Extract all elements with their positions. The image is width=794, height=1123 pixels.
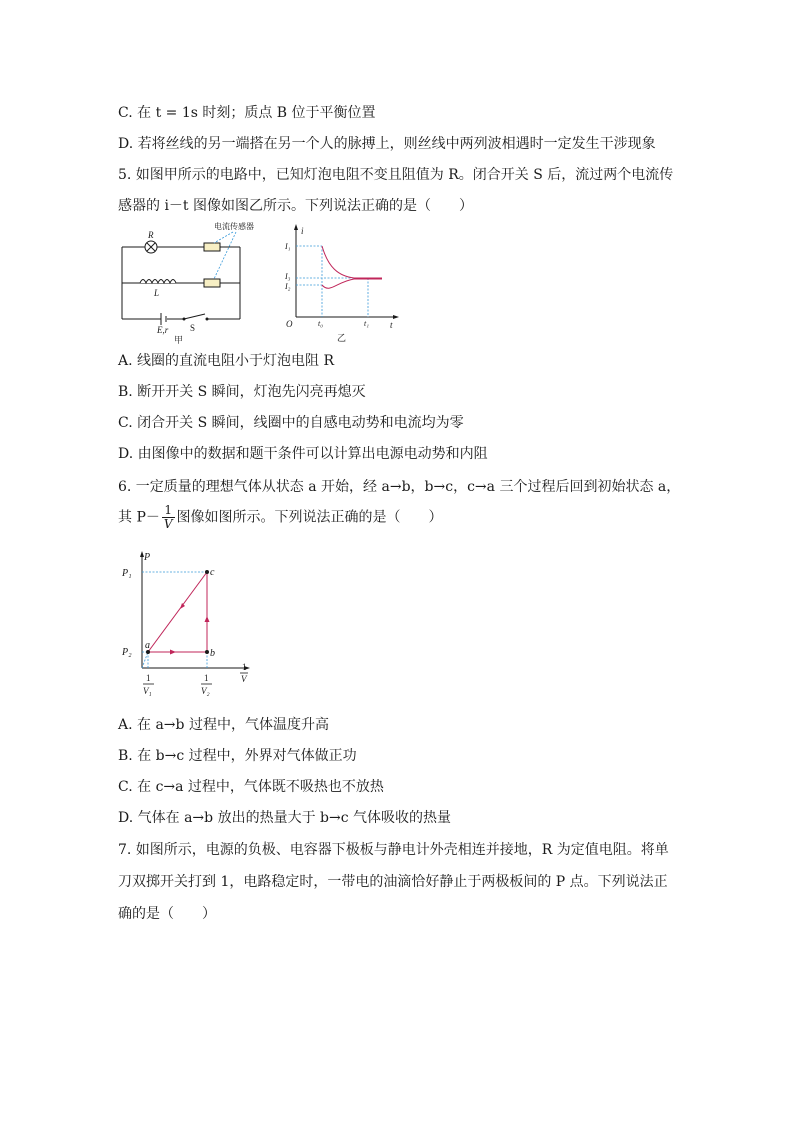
switch-label: S: [190, 323, 196, 333]
coil-symbol: [140, 280, 176, 284]
pv-axis-x-den: V: [241, 674, 247, 684]
q6-option-d: D. 气体在 a→b 放出的热量大于 b→c 气体吸收的热量: [118, 810, 451, 826]
source-label: E,r: [157, 325, 169, 335]
q6-option-c: C. 在 c→a 过程中，气体既不吸热也不放热: [118, 779, 384, 795]
pv-tick-1-num: 1: [146, 673, 151, 683]
option-d-prev: D. 若将丝线的另一端搭在另一个人的脉搏上，则丝线中两列波相遇时一定发生干涉现象: [118, 136, 656, 152]
question-7-line2: 刀双掷开关打到 1，电路稳定时，一带电的油滴恰好静止于两极板间的 P 点。下列说法正: [118, 874, 668, 890]
pv-axis-y-label: P: [144, 552, 151, 563]
q5-option-c: C. 闭合开关 S 瞬间，线圈中的自感电动势和电流均为零: [118, 415, 464, 431]
pv-point-a: a: [145, 640, 150, 651]
q6-line2-prefix: 其 P－: [118, 509, 160, 526]
question-6-line1: 6. 一定质量的理想气体从状态 a 开始，经 a→b，b→c，c→a 三个过程后回到初始状态 a，: [118, 479, 681, 495]
question-7-line3: 确的是（ ）: [118, 906, 216, 922]
option-c-prev: C. 在 t = 1s 时刻；质点 B 位于平衡位置: [118, 105, 376, 121]
question-6-line2: [118, 504, 443, 531]
pv-label-p2: P₂: [122, 647, 132, 658]
q6-option-a: A. 在 a→b 过程中，气体温度升高: [118, 717, 329, 733]
q5-option-b: B. 断开开关 S 瞬间，灯泡先闪亮再熄灭: [118, 384, 366, 400]
pv-point-b: b: [210, 648, 215, 659]
it-tick-i3: I₃: [285, 272, 291, 281]
it-tick-t0: t₀: [318, 319, 324, 328]
lamp-label: R: [148, 230, 154, 240]
sensor-bottom: [204, 279, 220, 287]
figure-b-caption: 乙: [337, 333, 347, 343]
pv-tick-1-den: V₁: [143, 686, 152, 696]
question-5-line2: 感器的 i－t 图像如图乙所示。下列说法正确的是（ ）: [118, 198, 474, 214]
q6-inverse-v-fraction: $\frac{1}{V}$: [163, 503, 173, 531]
q6-option-b: B. 在 b→c 过程中，外界对气体做正功: [118, 748, 357, 764]
it-tick-i1: I₁: [285, 242, 291, 251]
question-5-line1: 5. 如图甲所示的电路中，已知灯泡电阻不变且阻值为 R。闭合开关 S 后，流过两个电流传: [118, 167, 674, 183]
pv-label-p1: P₁: [122, 568, 132, 579]
pv-graph: [118, 548, 258, 698]
question-7-line1: 7. 如图所示，电源的负极、电容器下极板与静电计外壳相连并接地，R 为定值电阻。将单: [118, 842, 669, 858]
pv-tick-2-den: V₂: [201, 686, 210, 696]
sensor-label: 电流传感器: [214, 222, 254, 231]
q5-option-d: D. 由图像中的数据和题干条件可以计算出电源电动势和内阻: [118, 446, 488, 462]
lamp-symbol: [145, 241, 157, 253]
it-graph: [282, 222, 402, 345]
it-tick-t1: t₁: [364, 319, 370, 328]
q6-line2-suffix: 图像如图所示。下列说法正确的是（ ）: [176, 509, 443, 526]
figure-a-caption: 甲: [174, 335, 184, 345]
sensor-top: [204, 243, 220, 251]
circuit-diagram: [118, 220, 268, 345]
pv-point-c: c: [210, 567, 215, 578]
pv-tick-2-num: 1: [204, 673, 209, 683]
q5-option-a: A. 线圈的直流电阻小于灯泡电阻 R: [118, 353, 335, 369]
coil-label: L: [154, 288, 160, 298]
it-origin-label: O: [286, 319, 293, 329]
pv-axis-x-num: 1: [242, 662, 247, 672]
it-axis-y-label: i: [301, 226, 304, 236]
it-axis-x-label: t: [390, 320, 393, 330]
it-tick-i2: I₂: [285, 282, 291, 291]
